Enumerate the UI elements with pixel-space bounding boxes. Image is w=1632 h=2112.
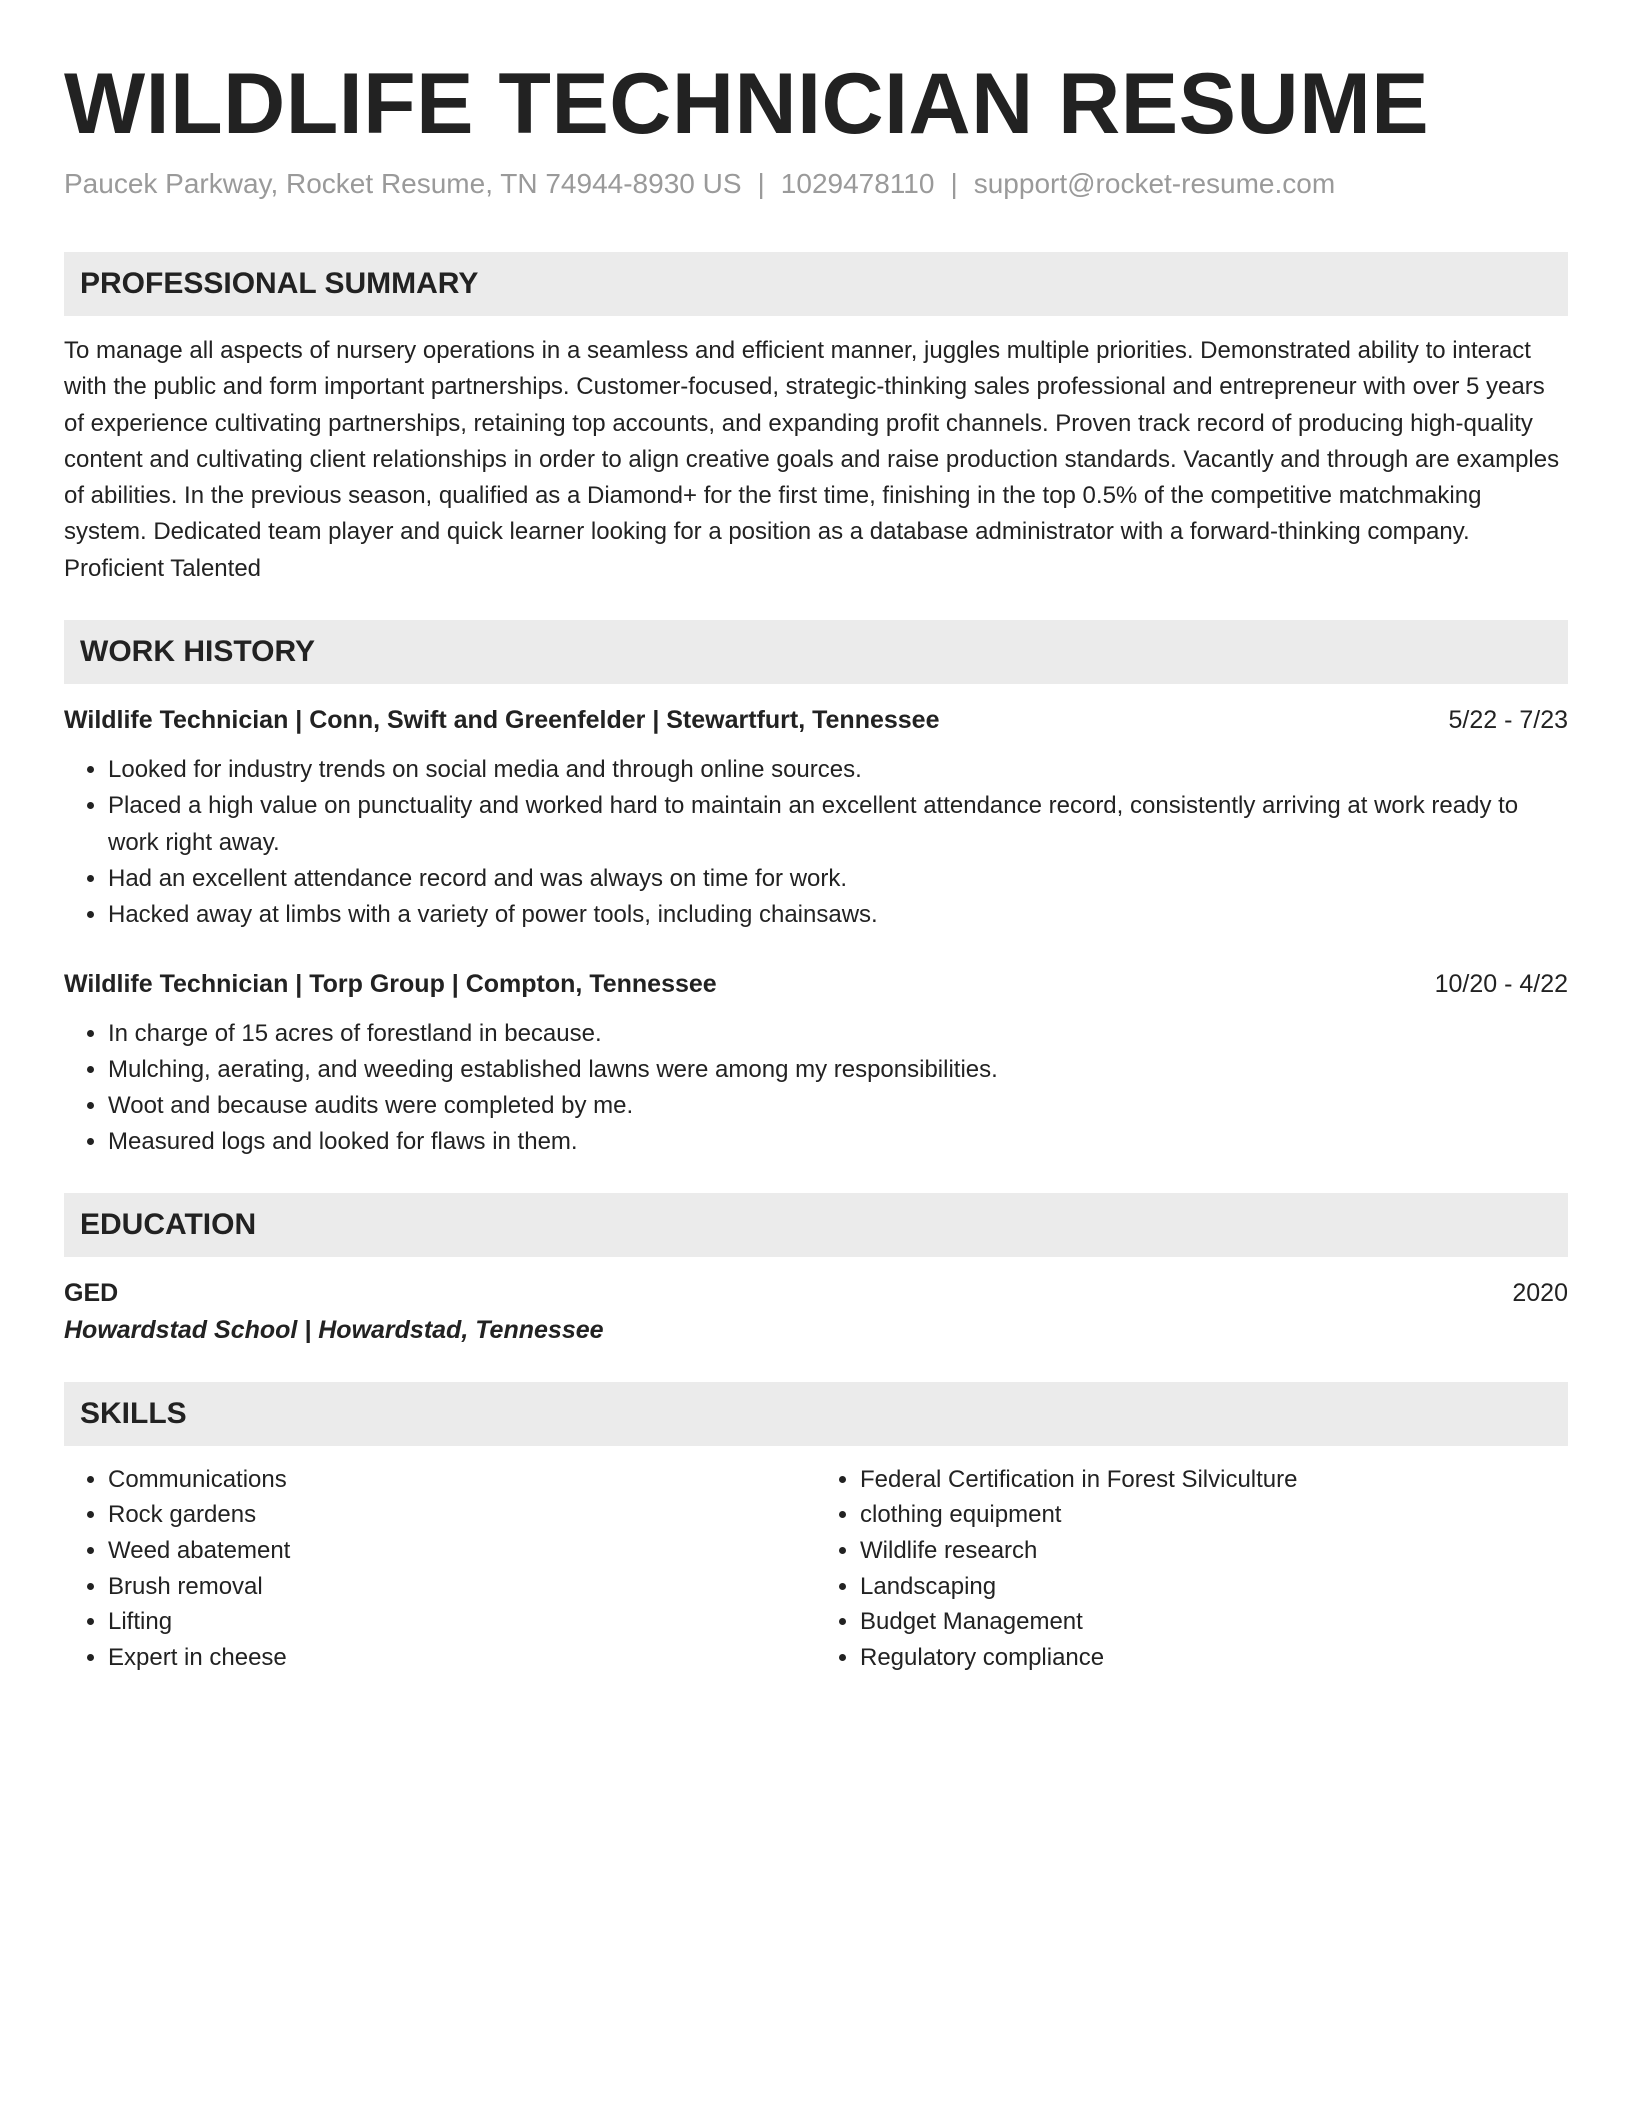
job-bullet: • Measured logs and looked for flaws in them.: [108, 1124, 1568, 1160]
job-header: [64, 966, 1568, 1002]
job-bullet: • Placed a high value on punctuality and worked hard to maintain an excellent attendance record, consistently arriving at work ready to work right away.: [108, 788, 1568, 861]
education-entry: [64, 1275, 1568, 1349]
job-entry: [64, 702, 1568, 933]
job-title: Wildlife Technician | Torp Group | Compton, Tennessee: [64, 969, 717, 998]
skill-item: • Budget Management: [860, 1604, 1568, 1640]
job-bullet-list: [64, 752, 1568, 933]
skill-item: • Lifting: [108, 1604, 816, 1640]
contact-separator: |: [950, 168, 958, 199]
contact-email: support@rocket-resume.com: [973, 168, 1336, 199]
section-heading-work-history: WORK HISTORY: [64, 620, 1568, 684]
job-bullet: • In charge of 15 acres of forestland in because.: [108, 1016, 1568, 1052]
section-heading-summary: PROFESSIONAL SUMMARY: [64, 252, 1568, 316]
job-title: Wildlife Technician | Conn, Swift and Greenfelder | Stewartfurt, Tennessee: [64, 706, 940, 735]
education-year: 2020: [1512, 1278, 1568, 1307]
job-bullet: • Woot and because audits were completed by me.: [108, 1088, 1568, 1124]
skills-list: [816, 1462, 1568, 1676]
resume-title: WILDLIFE TECHNICIAN RESUME: [64, 56, 1430, 152]
job-dates: 10/20 - 4/22: [1434, 969, 1568, 998]
job-dates: 5/22 - 7/23: [1448, 706, 1568, 735]
education-school: Howardstad School | Howardstad, Tennessee: [64, 1315, 604, 1344]
job-bullet: • Mulching, aerating, and weeding established lawns were among my responsibilities.: [108, 1052, 1568, 1088]
skill-item: • Expert in cheese: [108, 1640, 816, 1676]
skills-columns: [64, 1462, 1568, 1676]
job-bullet: • Had an excellent attendance record and was always on time for work.: [108, 861, 1568, 897]
skill-item: • Brush removal: [108, 1569, 816, 1605]
contact-address: Paucek Parkway, Rocket Resume, TN 74944-8930 US: [64, 168, 742, 199]
summary-paragraph: To manage all aspects of nursery operations in a seamless and efficient manner, juggles multiple priorities. Demonstrated ability to interact with the public and form important partnerships. Customer-focused, strategic-thinking sales professional and entrepreneur with over 5 years of experience cultivating partnerships, retaining top accounts, and expanding profit channels. Proven track record of producing high-quality content and cultivating client relationships in order to align creative goals and raise production standards. Vacantly and through are examples of abilities. In the previous season, qualified as a Diamond+ for the first time, finishing in the top 0.5% of the competitive matchmaking system. Dedicated team player and quick learner looking for a position as a database administrator with a forward-thinking company. Proficient Talented: [64, 337, 1560, 582]
job-bullet: • Looked for industry trends on social media and through online sources.: [108, 752, 1568, 788]
contact-line: [64, 166, 1568, 202]
skill-item: • Weed abatement: [108, 1533, 816, 1569]
education-degree: GED: [64, 1278, 119, 1307]
skill-item: • Landscaping: [860, 1569, 1568, 1605]
skill-item: • Regulatory compliance: [860, 1640, 1568, 1676]
skill-item: • clothing equipment: [860, 1497, 1568, 1533]
job-entry: [64, 966, 1568, 1161]
skill-item: • Communications: [108, 1462, 816, 1498]
contact-separator: |: [757, 168, 765, 199]
job-bullet-list: [64, 1016, 1568, 1161]
section-heading-education: EDUCATION: [64, 1193, 1568, 1257]
skills-column-left: [64, 1462, 816, 1676]
education-header: [64, 1275, 1568, 1311]
job-header: [64, 702, 1568, 738]
section-heading-skills: SKILLS: [64, 1382, 1568, 1446]
skill-item: • Rock gardens: [108, 1497, 816, 1533]
skill-item: • Federal Certification in Forest Silviculture: [860, 1462, 1568, 1498]
skill-item: • Wildlife research: [860, 1533, 1568, 1569]
skills-list: [64, 1462, 816, 1676]
skills-column-right: [816, 1462, 1568, 1676]
contact-phone: 1029478110: [780, 168, 935, 199]
job-bullet: • Hacked away at limbs with a variety of power tools, including chainsaws.: [108, 897, 1568, 933]
